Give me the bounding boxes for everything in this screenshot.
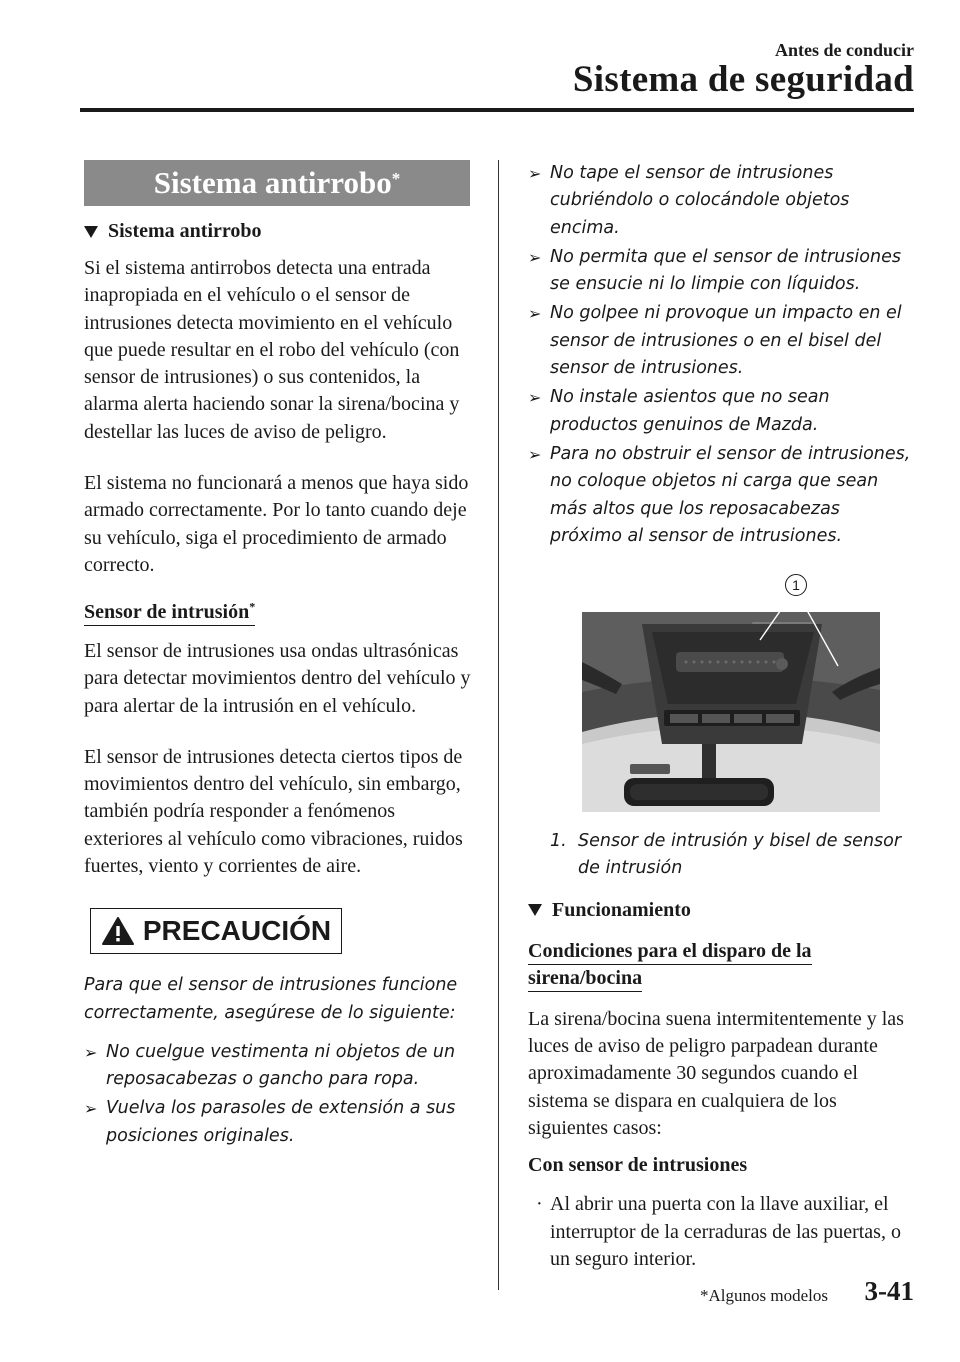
arrow-bullet-icon: ➢ (528, 304, 542, 324)
sensor-subheading-text: Con sensor de intrusiones (528, 1154, 748, 1177)
arrow-bullet-icon: ➢ (84, 1099, 98, 1119)
arrow-bullet-icon: ➢ (528, 444, 542, 464)
section-label: Antes de conducir (775, 40, 914, 60)
conditions-heading (528, 938, 914, 992)
list-item: ➢ Vuelva los parasoles de extensión a sus posiciones originales. (84, 1095, 474, 1150)
footnote: *Algunos modelos (700, 1286, 828, 1305)
banner-title: Sistema antirrobo (153, 165, 392, 200)
paragraph: Si el sistema antirrobos detecta una entrada inapropiada en el vehículo o el sensor de intrusiones detecta movimiento en el vehículo que puede resultar en el robo del vehículo (con sensor de intrusiones) o sus contenidos, la alarma alerta haciendo sonar la sirena/bocina y destellar las luces de aviso de peligro. (84, 257, 460, 443)
sub-heading-text: Funcionamiento (552, 898, 691, 921)
caution-list-continued (528, 160, 914, 550)
list-item: ➢ No golpee ni provoque un impacto en el sensor de intrusiones o en el bisel del sensor de intrusiones. (528, 300, 914, 382)
page-title: Sistema de seguridad (572, 59, 914, 100)
conditions-heading-line1: Condiciones para el disparo de la (528, 940, 812, 965)
sub-heading-text: Sistema antirrobo (108, 220, 262, 242)
sensor-heading (84, 593, 474, 626)
warning-icon (101, 916, 135, 946)
left-column (84, 160, 474, 1152)
sub-heading-operation (528, 899, 914, 922)
section-banner (84, 160, 470, 206)
sensor-figure (582, 574, 880, 812)
arrow-bullet-icon: ➢ (84, 1042, 98, 1062)
list-item: ➢ No cuelgue vestimenta ni objetos de un reposacabezas o gancho para ropa. (84, 1039, 474, 1094)
sub-heading-antitheft (84, 220, 474, 243)
sensor-subheading (528, 1154, 914, 1177)
caution-intro: Para que el sensor de intrusiones funcione correctamente, asegúrese de lo siguiente: (84, 975, 458, 1023)
caption-number: 1. (550, 831, 567, 852)
dot-bullet: · (536, 1193, 543, 1216)
paragraph: La sirena/bocina suena intermitentemente y las luces de aviso de peligro parpadean durante aproximadamente 30 segundos cuando el sistema se dispara en cualquiera de los siguientes casos: (528, 1007, 904, 1139)
right-column (528, 160, 914, 1273)
conditions-heading-line2: sirena/bocina (528, 967, 642, 992)
list-item: ➢ Para no obstruir el sensor de intrusiones, no coloque objetos ni carga que sean más altos que los reposacabezas próximo al sensor de intrusiones. (528, 441, 914, 550)
callout-number: 1 (785, 574, 807, 596)
caption-text: Sensor de intrusión y bisel de sensor de intrusión (578, 831, 902, 879)
sensor-heading-text: Sensor de intrusión (84, 601, 249, 626)
bullet-text: Al abrir una puerta con la llave auxiliar, el interruptor de la cerraduras de las puertas, o un seguro interior. (550, 1193, 901, 1270)
callout-lines (582, 574, 880, 812)
paragraph: El sensor de intrusiones usa ondas ultrasónicas para detectar movimientos dentro del vehículo y para alertar de la intrusión en el vehículo. (84, 639, 471, 717)
list-item: ➢ No instale asientos que no sean productos genuinos de Mazda. (528, 384, 914, 439)
triangle-down-icon (528, 904, 542, 916)
caution-label: PRECAUCIÓN (142, 915, 332, 947)
arrow-bullet-icon: ➢ (528, 247, 542, 267)
caution-list (84, 1039, 474, 1150)
triangle-down-icon (84, 226, 98, 238)
list-item: ➢ No permita que el sensor de intrusiones se ensucie ni lo limpie con líquidos. (528, 244, 914, 299)
paragraph: El sistema no funcionará a menos que haya sido armado correctamente. Por lo tanto cuando deje su vehículo, siga el procedimiento de armado correcto. (84, 472, 469, 576)
arrow-bullet-icon: ➢ (528, 164, 542, 183)
figure-caption (528, 828, 914, 883)
column-divider (498, 160, 499, 1290)
arrow-bullet-icon: ➢ (528, 388, 542, 408)
header-rule (80, 108, 914, 112)
sensor-asterisk: * (249, 599, 256, 614)
page-number: 3-41 (864, 1276, 914, 1306)
list-item: ➢ No tape el sensor de intrusiones cubriéndolo o colocándole objetos encima. (528, 160, 914, 242)
list-item (528, 1191, 914, 1273)
paragraph: El sensor de intrusiones detecta ciertos tipos de movimientos dentro del vehículo, sin embargo, también podría responder a fenómenos exteriores al vehículo como vibraciones, ruidos fuertes, viento y corrientes de aire. (84, 745, 463, 877)
caution-box (90, 908, 342, 954)
banner-asterisk: * (391, 169, 401, 188)
